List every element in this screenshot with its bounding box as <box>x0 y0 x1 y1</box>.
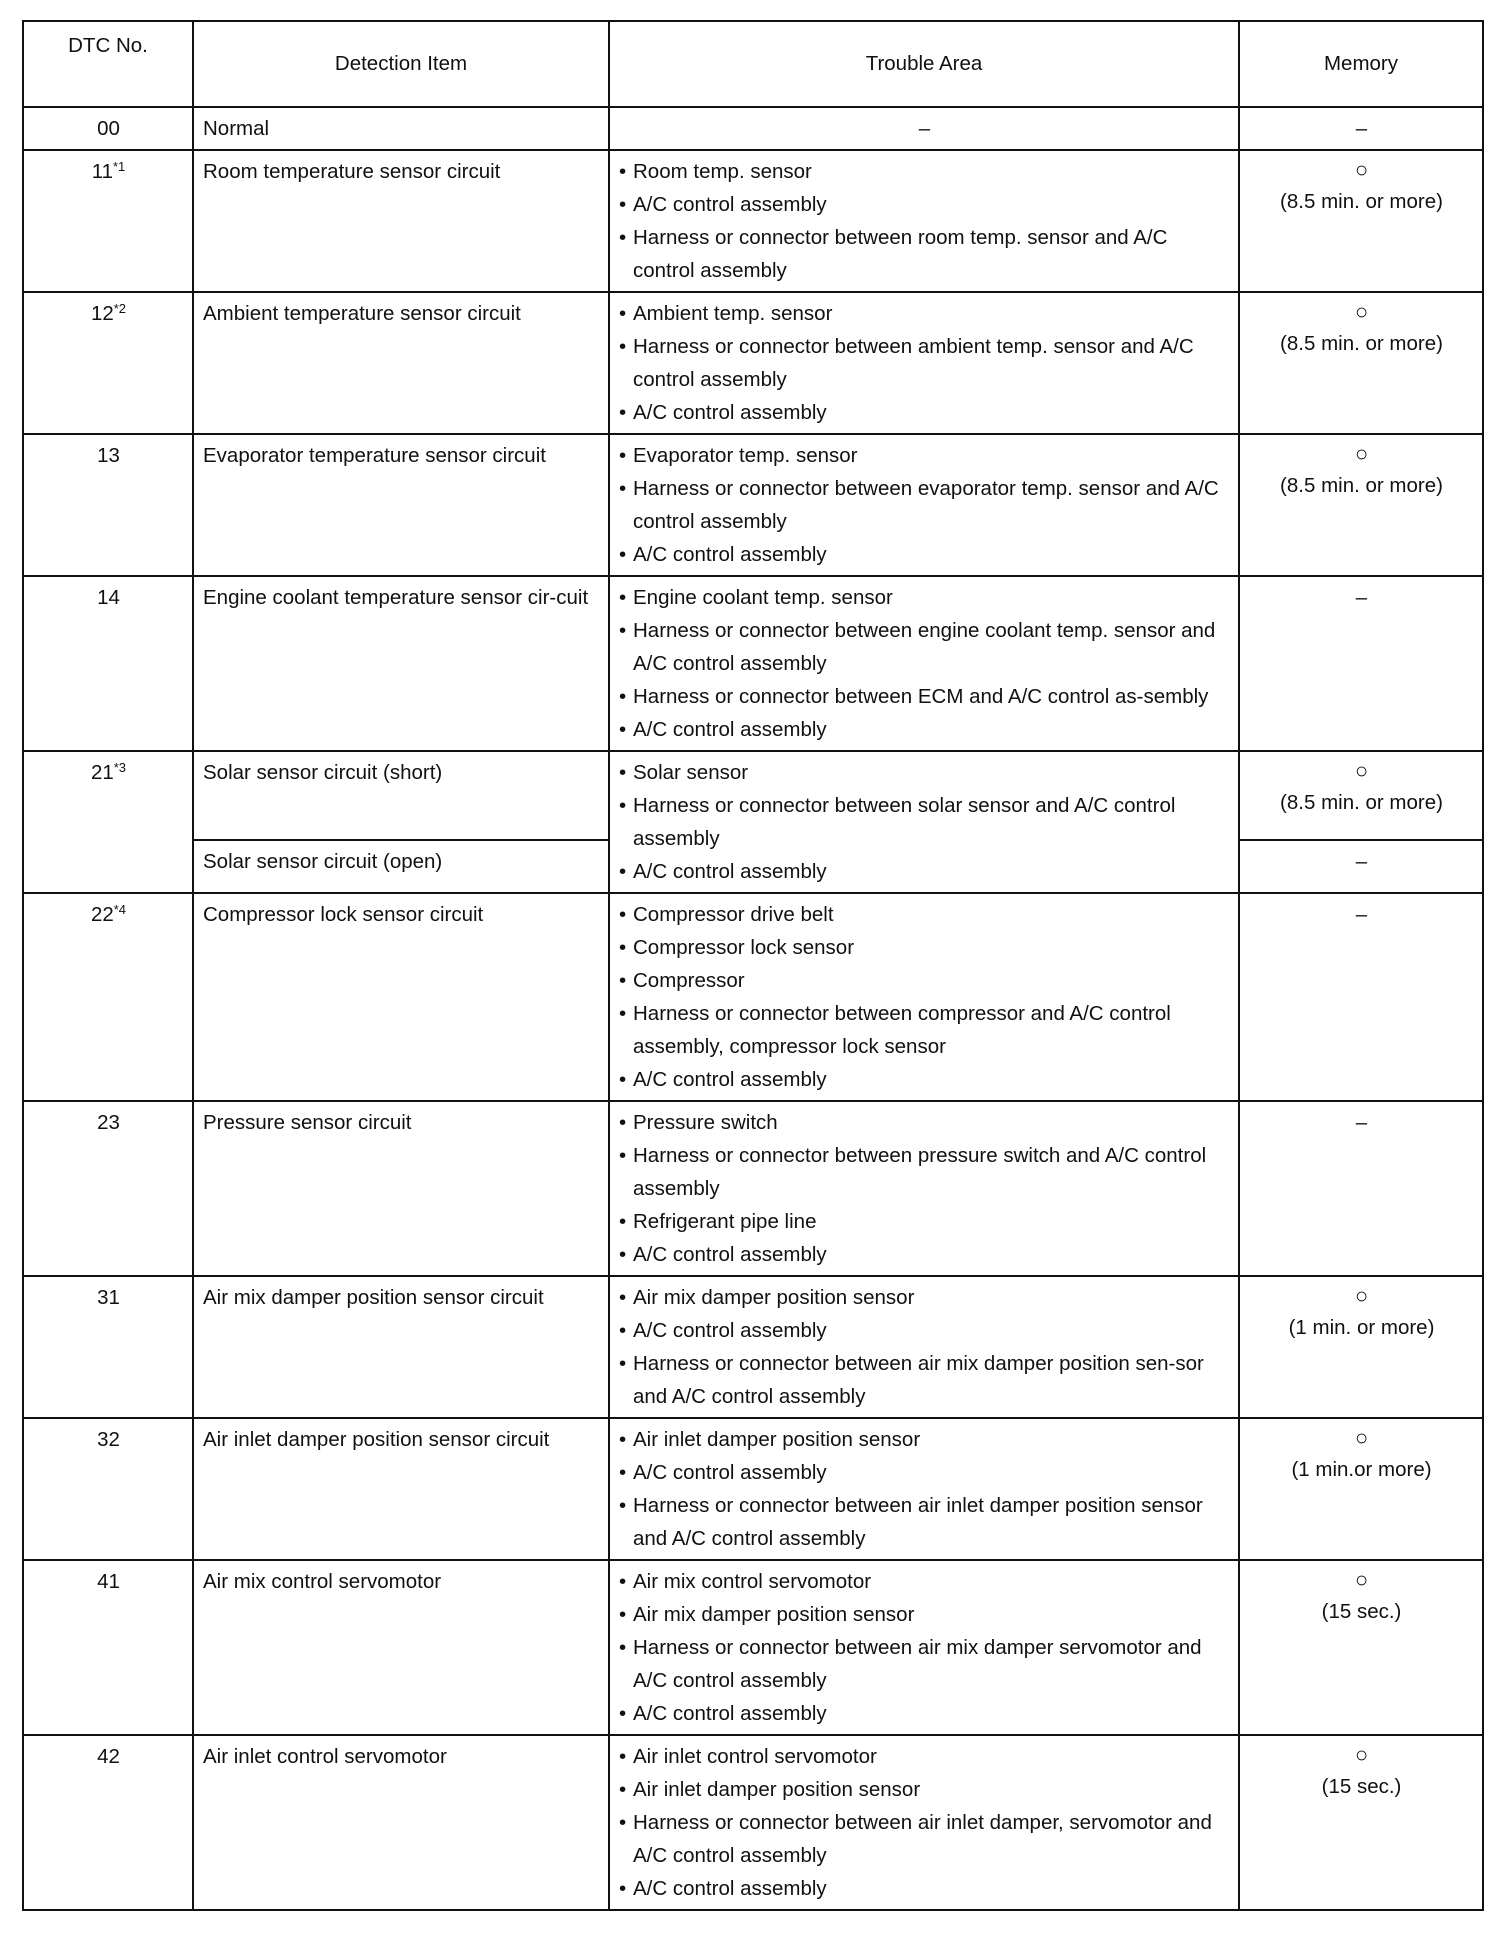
memory-note: (8.5 min. or more) <box>1280 190 1443 213</box>
trouble-area-item: • Room temp. sensor <box>619 155 1230 188</box>
trouble-area-item: • Air mix damper position sensor <box>619 1598 1230 1631</box>
detection-item-cell: Solar sensor circuit (open) <box>193 840 609 893</box>
trouble-area-item: • Harness or connector between ambient temp. sensor and A/C control assembly <box>619 330 1230 396</box>
dtc-number: 12 <box>90 302 114 325</box>
trouble-area-item: • Compressor drive belt <box>619 898 1230 931</box>
memory-note: – <box>1355 849 1368 873</box>
table-row <box>23 1276 1483 1418</box>
trouble-area-item: • A/C control assembly <box>619 1314 1230 1347</box>
trouble-area-cell <box>609 1418 1239 1560</box>
dtc-number-cell <box>23 1418 193 1560</box>
header-detection-item: Detection Item <box>193 21 609 107</box>
trouble-area-list <box>619 155 1230 287</box>
trouble-area-cell <box>609 893 1239 1101</box>
memory-cell <box>1239 1101 1483 1276</box>
dtc-table <box>22 20 1484 1911</box>
trouble-area-list <box>619 898 1230 1096</box>
dtc-number-cell <box>23 751 193 893</box>
dtc-number: 31 <box>97 1286 120 1309</box>
trouble-area-item: • Solar sensor <box>619 756 1230 789</box>
memory-circle-icon: ○ <box>1354 1283 1369 1308</box>
memory-note: – <box>1355 903 1368 926</box>
trouble-area-list <box>619 756 1230 888</box>
memory-note: (15 sec.) <box>1321 1775 1402 1798</box>
memory-note: – <box>1355 117 1368 140</box>
table-row <box>23 1560 1483 1735</box>
dtc-number: 23 <box>97 1111 120 1134</box>
header-memory: Memory <box>1239 21 1483 107</box>
detection-item-cell: Room temperature sensor circuit <box>193 150 609 292</box>
trouble-area-item: • Air inlet control servomotor <box>619 1740 1230 1773</box>
detection-item-cell: Air mix control servomotor <box>193 1560 609 1735</box>
detection-item-cell: Air inlet control servomotor <box>193 1735 609 1910</box>
dtc-number-cell <box>23 107 193 150</box>
trouble-area-item: • Pressure switch <box>619 1106 1230 1139</box>
trouble-area-cell <box>609 751 1239 893</box>
detection-item-cell: Evaporator temperature sensor circuit <box>193 434 609 576</box>
memory-cell <box>1239 576 1483 751</box>
trouble-area-item: • A/C control assembly <box>619 1456 1230 1489</box>
memory-note: (1 min. or more) <box>1288 1316 1435 1339</box>
dtc-number: 13 <box>97 444 120 467</box>
trouble-area-item: • Harness or connector between evaporator temp. sensor and A/C control assembly <box>619 472 1230 538</box>
trouble-area-item: • A/C control assembly <box>619 1697 1230 1730</box>
dtc-footnote-ref: *1 <box>112 159 126 174</box>
trouble-area-item: • Harness or connector between compressor and A/C control assembly, compressor lock sensor <box>619 997 1230 1063</box>
detection-item-cell: Air inlet damper position sensor circuit <box>193 1418 609 1560</box>
table-row <box>23 893 1483 1101</box>
memory-circle-icon: ○ <box>1354 441 1369 466</box>
trouble-area-item: • Harness or connector between room temp. sensor and A/C control assembly <box>619 221 1230 287</box>
trouble-area-item: • A/C control assembly <box>619 538 1230 571</box>
dtc-number: 22 <box>90 903 114 926</box>
trouble-area-item: • Evaporator temp. sensor <box>619 439 1230 472</box>
trouble-area-cell <box>609 1735 1239 1910</box>
dtc-number-cell <box>23 292 193 434</box>
trouble-area-item: • Air mix control servomotor <box>619 1565 1230 1598</box>
memory-cell <box>1239 840 1483 893</box>
trouble-area-list <box>619 297 1230 429</box>
dtc-table-sheet <box>22 20 1482 1911</box>
trouble-area-cell <box>609 150 1239 292</box>
table-row <box>23 107 1483 150</box>
dtc-footnote-ref: *2 <box>113 301 127 316</box>
header-row <box>23 21 1483 107</box>
table-row <box>23 1735 1483 1910</box>
trouble-area-item: • A/C control assembly <box>619 1872 1230 1905</box>
dtc-number-cell <box>23 893 193 1101</box>
memory-cell <box>1239 1276 1483 1418</box>
dtc-number: 42 <box>97 1745 120 1768</box>
trouble-area-item: • Harness or connector between pressure switch and A/C control assembly <box>619 1139 1230 1205</box>
memory-cell <box>1239 1735 1483 1910</box>
trouble-area-cell: – <box>609 107 1239 150</box>
trouble-area-item: • A/C control assembly <box>619 188 1230 221</box>
memory-note: (8.5 min. or more) <box>1280 474 1443 497</box>
memory-cell <box>1239 150 1483 292</box>
detection-item-cell: Ambient temperature sensor circuit <box>193 292 609 434</box>
trouble-area-item: • Engine coolant temp. sensor <box>619 581 1230 614</box>
trouble-area-item: • A/C control assembly <box>619 713 1230 746</box>
trouble-area-item: • Harness or connector between air mix damper servomotor and A/C control assembly <box>619 1631 1230 1697</box>
header-trouble-area: Trouble Area <box>609 21 1239 107</box>
memory-circle-icon: ○ <box>1354 299 1369 324</box>
trouble-area-item: • A/C control assembly <box>619 1063 1230 1096</box>
dtc-footnote-ref: *3 <box>113 760 127 775</box>
memory-note: – <box>1355 586 1368 609</box>
trouble-area-list <box>619 1423 1230 1555</box>
detection-item-cell: Pressure sensor circuit <box>193 1101 609 1276</box>
dtc-number-cell <box>23 1276 193 1418</box>
memory-circle-icon: ○ <box>1354 1567 1369 1592</box>
trouble-area-item: • Ambient temp. sensor <box>619 297 1230 330</box>
memory-cell <box>1239 893 1483 1101</box>
dtc-number: 32 <box>97 1428 120 1451</box>
trouble-area-item: • Air mix damper position sensor <box>619 1281 1230 1314</box>
detection-item-cell: Normal <box>193 107 609 150</box>
memory-cell <box>1239 1560 1483 1735</box>
memory-cell <box>1239 292 1483 434</box>
table-row <box>23 576 1483 751</box>
header-dtc-no: DTC No. <box>23 21 193 107</box>
memory-circle-icon: ○ <box>1354 758 1369 783</box>
table-row <box>23 150 1483 292</box>
detection-item-cell: Compressor lock sensor circuit <box>193 893 609 1101</box>
trouble-area-list <box>619 439 1230 571</box>
trouble-area-item: • Air inlet damper position sensor <box>619 1423 1230 1456</box>
memory-cell <box>1239 107 1483 150</box>
dtc-number-cell <box>23 576 193 751</box>
trouble-area-list <box>619 1740 1230 1905</box>
dtc-number-cell <box>23 150 193 292</box>
memory-cell <box>1239 434 1483 576</box>
trouble-area-item: • A/C control assembly <box>619 1238 1230 1271</box>
trouble-area-item: • Compressor lock sensor <box>619 931 1230 964</box>
dtc-number: 11 <box>91 160 113 183</box>
trouble-area-cell <box>609 1101 1239 1276</box>
dtc-number-cell <box>23 1735 193 1910</box>
trouble-area-cell <box>609 1560 1239 1735</box>
dtc-number: 41 <box>97 1570 120 1593</box>
trouble-area-item: • A/C control assembly <box>619 855 1230 888</box>
trouble-area-item: • Refrigerant pipe line <box>619 1205 1230 1238</box>
trouble-area-item: • Air inlet damper position sensor <box>619 1773 1230 1806</box>
detection-item-cell: Engine coolant temperature sensor cir-cuit <box>193 576 609 751</box>
memory-circle-icon: ○ <box>1354 1425 1369 1450</box>
trouble-area-item: • Harness or connector between solar sensor and A/C control assembly <box>619 789 1230 855</box>
trouble-area-list <box>619 1281 1230 1413</box>
dtc-number-cell <box>23 1101 193 1276</box>
memory-note: (15 sec.) <box>1321 1600 1402 1623</box>
trouble-area-list <box>619 1106 1230 1271</box>
table-row <box>23 1101 1483 1276</box>
detection-item-cell: Air mix damper position sensor circuit <box>193 1276 609 1418</box>
trouble-area-cell <box>609 1276 1239 1418</box>
trouble-area-item: • Harness or connector between engine coolant temp. sensor and A/C control assembly <box>619 614 1230 680</box>
table-row <box>23 434 1483 576</box>
detection-item-cell: Solar sensor circuit (short) <box>193 751 609 840</box>
trouble-area-cell <box>609 576 1239 751</box>
trouble-area-item: • Compressor <box>619 964 1230 997</box>
dtc-footnote-ref: *4 <box>113 902 127 917</box>
memory-cell <box>1239 751 1483 840</box>
table-row <box>23 1418 1483 1560</box>
dtc-number: 14 <box>97 586 120 609</box>
trouble-area-cell <box>609 292 1239 434</box>
trouble-area-item: • A/C control assembly <box>619 396 1230 429</box>
table-row <box>23 751 1483 840</box>
trouble-area-cell <box>609 434 1239 576</box>
trouble-area-list <box>619 1565 1230 1730</box>
dtc-number: 21 <box>90 761 114 784</box>
trouble-area-item: • Harness or connector between air inlet damper position sensor and A/C control assembly <box>619 1489 1230 1555</box>
trouble-area-item: • Harness or connector between air inlet damper, servomotor and A/C control assembly <box>619 1806 1230 1872</box>
trouble-area-item: • Harness or connector between ECM and A/C control as-sembly <box>619 680 1230 713</box>
trouble-area-list <box>619 581 1230 746</box>
memory-note: – <box>1355 1111 1368 1134</box>
dtc-number: 00 <box>97 117 120 140</box>
dtc-number-cell <box>23 1560 193 1735</box>
trouble-area-item: • Harness or connector between air mix damper position sen-sor and A/C control assembly <box>619 1347 1230 1413</box>
dtc-table-body <box>23 107 1483 1910</box>
table-row <box>23 292 1483 434</box>
memory-cell <box>1239 1418 1483 1560</box>
dtc-number-cell <box>23 434 193 576</box>
memory-circle-icon: ○ <box>1354 157 1369 182</box>
memory-circle-icon: ○ <box>1354 1742 1369 1767</box>
memory-note: (8.5 min. or more) <box>1280 791 1443 814</box>
memory-note: (1 min.or more) <box>1291 1458 1432 1481</box>
memory-note: (8.5 min. or more) <box>1280 332 1443 355</box>
